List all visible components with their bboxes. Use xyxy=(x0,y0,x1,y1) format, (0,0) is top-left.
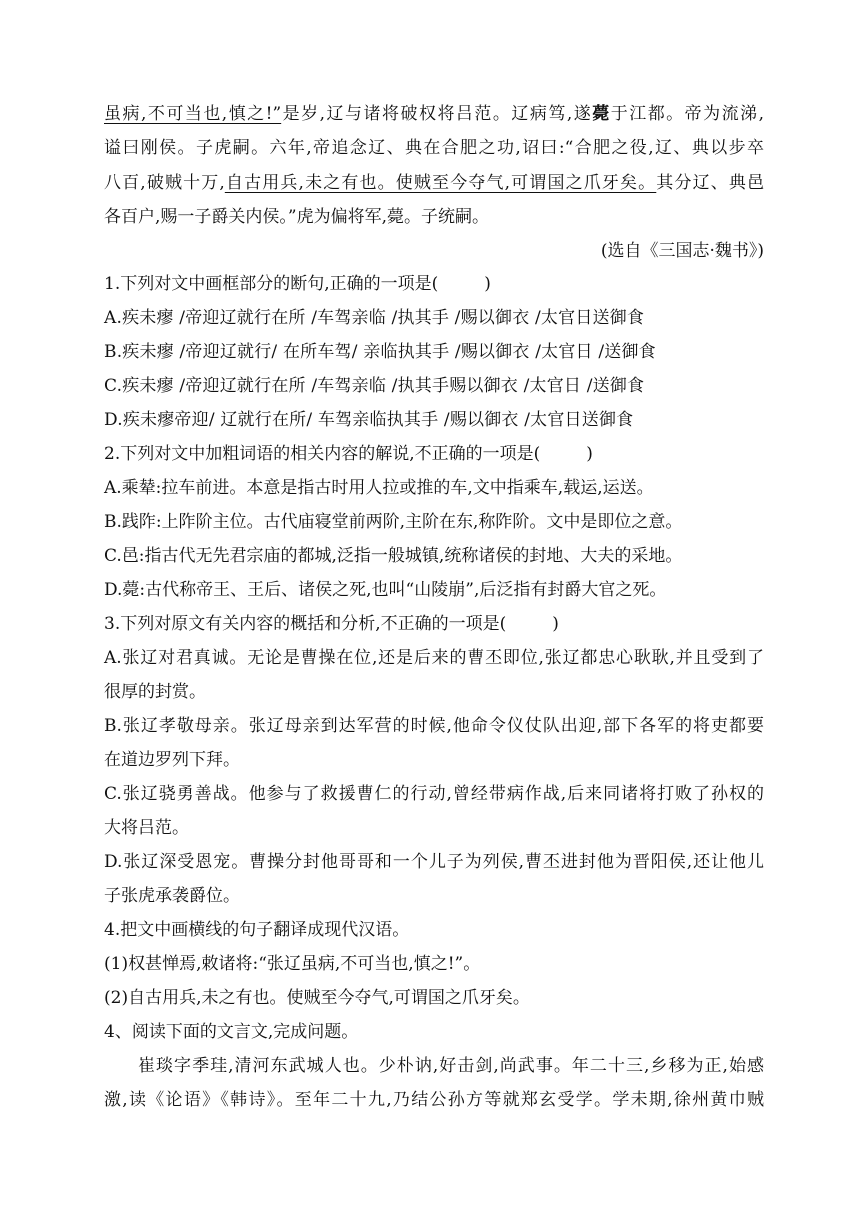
passage-text: 于江都。帝为流涕, xyxy=(610,104,765,124)
question-4-sentence-2: (2)自古用兵,未之有也。使贼至今夺气,可谓国之爪牙矣。 xyxy=(104,988,530,1008)
passage-line-2: 谥曰刚侯。子虎嗣。六年,帝追念辽、典在合肥之功,诏曰:“合肥之役,辽、典以步卒 xyxy=(104,138,764,158)
passage-text: 八百,破贼十万, xyxy=(104,173,225,193)
question-3-option-b-cont: 在道边罗列下拜。 xyxy=(104,750,240,770)
question-3-option-b: B.张辽孝敬母亲。张辽母亲到达军营的时候,他命令仪仗队出迎,部下各军的将吏都要 xyxy=(104,716,764,736)
question-3-stem xyxy=(104,613,764,635)
question-2-option-d: D.薨:古代称帝王、王后、诸侯之死,也叫“山陵崩”,后泛指有封爵大官之死。 xyxy=(104,580,667,600)
next-passage-line-1: 崔琰字季珪,清河东武城人也。少朴讷,好击剑,尚武事。年二十三,乡移为正,始感 xyxy=(138,1056,764,1076)
question-3-option-c-cont: 大将吕范。 xyxy=(104,818,189,838)
underlined-sentence-1-end: 虽病,不可当也,慎之!” xyxy=(104,104,282,124)
section-4-title: 4、阅读下面的文言文,完成问题。 xyxy=(104,1022,359,1042)
passage-text: 其分辽、典邑 xyxy=(656,173,765,193)
question-4-sentence-1: (1)权甚惮焉,敕诸将:“张辽虽病,不可当也,慎之!”。 xyxy=(104,954,481,974)
question-1-option-c: C.疾未瘳 /帝迎辽就行在所 /车驾亲临 /执其手赐以御衣 /太官日 /送御食 xyxy=(104,376,645,396)
passage-line-4: 各百户,赐一子爵关内侯。”虎为偏将军,薨。子统嗣。 xyxy=(104,207,489,227)
bold-word-hong: 薨 xyxy=(592,104,611,124)
question-2-stem xyxy=(104,443,764,465)
question-2-option-b: B.践阼:上阼阶主位。古代庙寝堂前两阶,主阶在东,称阼阶。文中是即位之意。 xyxy=(104,512,683,532)
question-3-option-d: D.张辽深受恩宠。曹操分封他哥哥和一个儿子为列侯,曹丕进封他为晋阳侯,还让他儿 xyxy=(104,852,764,872)
passage-line-3 xyxy=(104,172,764,194)
passage-text: 是岁,辽与诸将破权将吕范。辽病笃,遂 xyxy=(281,104,593,124)
question-text: 3.下列对原文有关内容的概括和分析,不正确的一项是( xyxy=(104,614,507,634)
question-1-option-a: A.疾未瘳 /帝迎辽就行在所 /车驾亲临 /执其手 /赐以御衣 /太官日送御食 xyxy=(104,308,645,328)
passage-line-1 xyxy=(104,103,764,125)
question-1-option-d: D.疾未瘳帝迎/ 辽就行在所/ 车驾亲临执其手 /赐以御衣 /太官日送御食 xyxy=(104,410,634,430)
question-1-option-b: B.疾未瘳 /帝迎辽就行/ 在所车驾/ 亲临执其手 /赐以御衣 /太官日 /送御食 xyxy=(104,342,656,362)
underlined-sentence-2: 自古用兵,未之有也。使贼至今夺气,可谓国之爪牙矣。 xyxy=(224,173,657,193)
question-text: ) xyxy=(586,444,593,464)
question-3-option-d-cont: 子张虎承袭爵位。 xyxy=(104,886,240,906)
question-4-stem: 4.把文中画横线的句子翻译成现代汉语。 xyxy=(104,920,410,940)
source-citation: (选自《三国志·魏书》) xyxy=(600,241,764,261)
question-1-stem xyxy=(104,273,764,295)
question-3-option-a-cont: 很厚的封赏。 xyxy=(104,682,206,702)
question-3-option-a: A.张辽对君真诚。无论是曹操在位,还是后来的曹丕即位,张辽都忠心耿耿,并且受到了 xyxy=(104,648,764,668)
question-text: 1.下列对文中画框部分的断句,正确的一项是( xyxy=(104,274,439,294)
question-2-option-c: C.邑:指古代无先君宗庙的都城,泛指一般城镇,统称诸侯的封地、大夫的采地。 xyxy=(104,546,683,566)
question-text: ) xyxy=(552,614,559,634)
next-passage-line-2: 激,读《论语》《韩诗》。至年二十九,乃结公孙方等就郑玄受学。学未期,徐州黄巾贼 xyxy=(104,1090,764,1110)
question-text: ) xyxy=(484,274,491,294)
question-2-option-a: A.乘辇:拉车前进。本意是指古时用人拉或推的车,文中指乘车,载运,运送。 xyxy=(104,478,654,498)
question-text: 2.下列对文中加粗词语的相关内容的解说,不正确的一项是( xyxy=(104,444,541,464)
question-3-option-c: C.张辽骁勇善战。他参与了救援曹仁的行动,曾经带病作战,后来同诸将打败了孙权的 xyxy=(104,784,764,804)
